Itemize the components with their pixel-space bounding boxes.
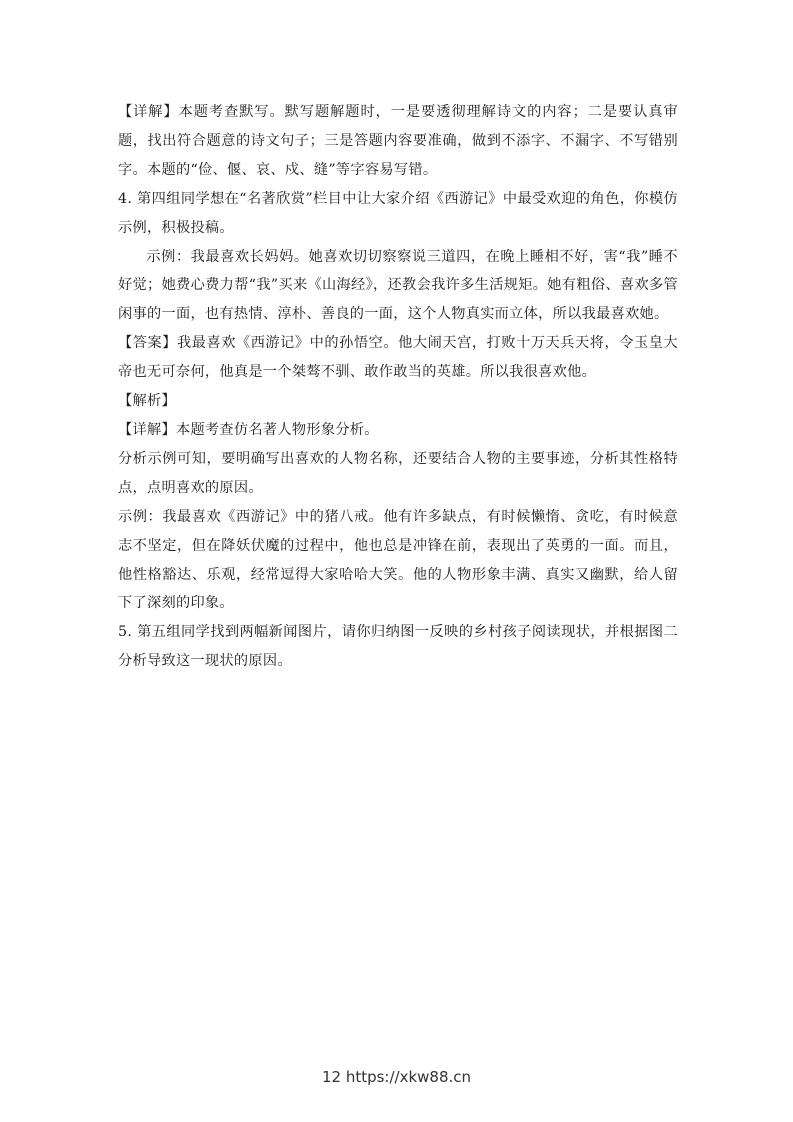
question-4-sample-answer: 示例：我最喜欢《西游记》中的猪八戒。他有许多缺点，有时候懒惰、贪吃，有时候意志不坚定，但在降妖伏魔的过程中，他也总是冲锋在前，表现出了英勇的一面。而且，他性格豁达、乐观，经常逗得大家哈哈大笑。他的人物形象丰满、真实又幽默，给人留下了深刻的印象。	[118, 508, 678, 612]
page-footer: 12 https://xkw88.cn	[321, 1068, 472, 1086]
question-4-analysis-heading: 【解析】	[118, 393, 176, 410]
question-4-example: 示例：我最喜欢长妈妈。她喜欢切切察察说三道四，在晚上睡相不好，害“我”睡不好觉；她费心费力帮“我”买来《山海经》，还教会我许多生活规矩。她有粗俗、喜欢多管闲事的一面，也有热情、淳朴、善良的一面，这个人物真实而立体，所以我最喜欢她。	[118, 248, 678, 323]
question-4-detail: 【详解】本题考查仿名著人物形象分析。	[118, 421, 379, 438]
paragraph-detail-dictation: 【详解】本题考查默写。默写题解题时，一是要透彻理解诗文的内容；二是要认真审题，找出符合题意的诗文句子；三是答题内容要准确，做到不添字、不漏字、不写错别字。本题的“俭、偃、哀、戍、缝”等字容易写错。	[118, 104, 678, 178]
question-4-answer: 【答案】我最喜欢《西游记》中的孙悟空。他大闹天宫，打败十万天兵天将，令玉皇大帝也无可奈何，他真是一个桀骜不驯、敢作敢当的英雄。所以我很喜欢他。	[118, 335, 678, 381]
document-body	[118, 98, 678, 676]
question-4-analysis: 分析示例可知，要明确写出喜欢的人物名称，还要结合人物的主要事迹，分析其性格特点，点明喜欢的原因。	[118, 450, 678, 496]
question-5: 5. 第五组同学找到两幅新闻图片，请你归纳图一反映的乡村孩子阅读现状，并根据图二分析导致这一现状的原因。	[118, 624, 678, 670]
question-4: 4. 第四组同学想在“名著欣赏”栏目中让大家介绍《西游记》中最受欢迎的角色，你模仿示例，积极投稿。	[118, 190, 678, 236]
